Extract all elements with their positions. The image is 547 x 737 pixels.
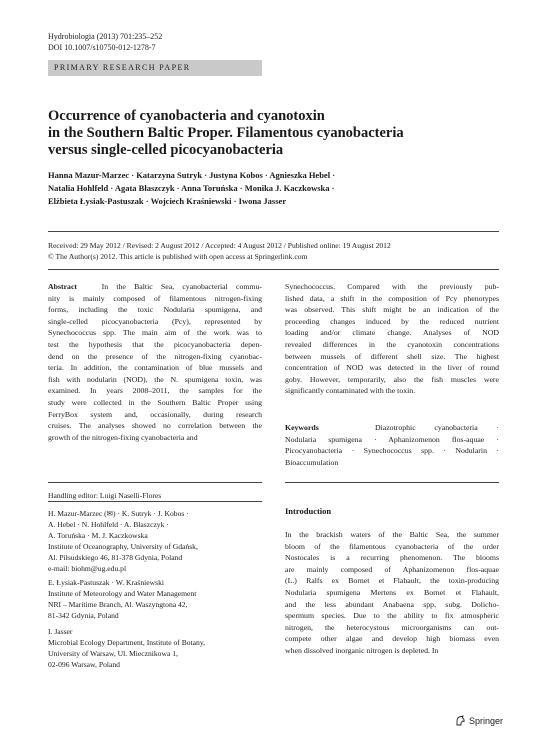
intro-line: Nostocales is a recurring phenomenon. The blooms xyxy=(285,553,499,563)
abstract-label: Abstract xyxy=(48,282,78,291)
abstract-right-column xyxy=(285,281,499,397)
abstract-line: significantly contaminated with the toxin. xyxy=(285,386,416,396)
keywords-line: Bioaccumulation xyxy=(285,457,339,467)
affiliation-line: Al. Piłsudskiego 46, 81-378 Gdynia, Poland xyxy=(48,553,183,562)
article-category-banner: PRIMARY RESEARCH PAPER xyxy=(48,60,262,76)
affiliation-line: A. Hebel · N. Hohlfeld · A. Błaszczyk · xyxy=(48,520,169,529)
author-line: Hanna Mazur-Marzec · Katarzyna Sutryk · Justyna Kobos · Agnieszka Hebel · xyxy=(48,170,336,180)
abstract-left-column xyxy=(48,281,262,443)
intro-line: compete other algae and develop high biomass even xyxy=(285,634,499,644)
title-line: versus single-celled picocyanobacteria xyxy=(48,142,284,158)
affiliation-line: University of Warsaw, Ul. Miecznikowa 1, xyxy=(48,649,178,658)
affiliation-block xyxy=(48,508,262,574)
abstract-line: between mussels of different shell size. The highest xyxy=(285,351,499,361)
keywords-block xyxy=(285,422,499,468)
title-line: Occurrence of cyanobacteria and cyanotoxin xyxy=(48,108,325,124)
affiliation-block xyxy=(48,577,262,621)
abstract-line: dend on the presence of the nitrogen-fixing cyanobac- xyxy=(48,351,262,361)
affiliation-line: H. Mazur-Marzec (✉) · K. Sutryk · J. Kobos · xyxy=(48,509,189,518)
title-line: in the Southern Baltic Proper. Filamentous cyanobacteria xyxy=(48,125,404,141)
introduction-body xyxy=(285,529,499,657)
abstract-line: loading and/or climate change. Analyses of NOD xyxy=(285,328,499,338)
intro-line: when dissolved inorganic nitrogen is depleted. In xyxy=(285,645,439,655)
keywords-line: Nodularia spumigena · Aphanizomenon flos-aquae · xyxy=(285,434,499,444)
abstract-line: Synechococcus spp. The main aim of the work was to xyxy=(48,328,262,338)
abstract-line: nity is mainly composed of filamentous nitrogen-fixing xyxy=(48,293,262,303)
abstract-line: was observed. This shift might be an indication of the xyxy=(285,305,499,315)
affiliation-line: Institute of Oceanography, University of Gdańsk, xyxy=(48,542,198,551)
doi-line: DOI 10.1007/s10750-012-1278-7 xyxy=(48,43,156,52)
abstract-line: Abstract In the Baltic Sea, cyanobacterial commu- xyxy=(48,282,262,291)
affiliation-line: Institute of Meteorology and Water Management xyxy=(48,589,197,598)
affiliation-line: E. Łysiak-Pastuszak · W. Kraśniewski xyxy=(48,578,164,587)
intro-line: are mainly composed of Aphanizomenon flos-aquae xyxy=(285,564,499,574)
handling-divider-top xyxy=(48,482,262,483)
header-divider xyxy=(48,231,499,232)
author-line: Elżbieta Łysiak-Pastuszak · Wojciech Kraśniewski · Iwona Jasser xyxy=(48,196,287,206)
abstract-line: single-celled picocyanobacteria (Pcy), represented by xyxy=(48,316,262,326)
springer-horse-icon xyxy=(455,715,466,726)
abstract-line: study were collected in the Southern Baltic Proper using xyxy=(48,397,262,407)
copyright-notice: © The Author(s) 2012. This article is published with open access at Springerlink.com xyxy=(48,252,308,261)
author-line: Natalia Hohlfeld · Agata Błaszczyk · Anna Toruńska · Monika J. Kaczkowska · xyxy=(48,183,335,193)
abstract-line: proceeding changes induced by the reduced nutrient xyxy=(285,316,499,326)
received-dates: Received: 29 May 2012 / Revised: 2 August 2012 / Accepted: 4 August 2012 / Published online: 19 August 2012 xyxy=(48,241,391,250)
article-title xyxy=(48,108,468,159)
abstract-line: forms, including the toxic Nodularia spumigena, and xyxy=(48,305,262,315)
abstract-line: FerryBox system and, occasionally, during research xyxy=(48,409,262,419)
keywords-label: Keywords xyxy=(285,423,319,432)
abstract-line: goby. However, temporarily, also the fish muscles were xyxy=(285,374,499,384)
abstract-line: Synechococcus. Compared with the previously pub- xyxy=(285,282,499,291)
intro-line: In the brackish waters of the Baltic Sea, the summer xyxy=(285,530,499,539)
publisher-logo xyxy=(455,715,503,726)
intro-line: bloom of the filamentous cyanobacteria of the order xyxy=(285,541,499,551)
abstract-line: fish with nodularin (NOD), the N. spumigena toxin, was xyxy=(48,374,262,384)
affiliation-line: NRI – Maritime Branch, Al. Waszyngtona 42, xyxy=(48,600,188,609)
abstract-line: growth of the nitrogen-fixing cyanobacteria and xyxy=(48,432,198,442)
affiliation-line: Microbial Ecology Department, Institute of Botany, xyxy=(48,638,206,647)
abstract-line: concentration of NOD was detected in the liver of round xyxy=(285,363,499,373)
abstract-line: test the hypothesis that the picocyanobacteria depen- xyxy=(48,339,262,349)
affiliation-line: 02-096 Warsaw, Poland xyxy=(48,660,120,669)
author-list xyxy=(48,169,498,208)
keywords-line: Picocyanobacteria · Synechococcus spp. · Nodularin · xyxy=(285,446,499,456)
abstract-line: cruises. The analyses showed no correlation between the xyxy=(48,421,262,431)
affiliation-line: I. Jasser xyxy=(48,627,73,636)
publication-dates xyxy=(48,240,391,262)
affiliation-line: e-mail: biohm@ug.edu.pl xyxy=(48,564,127,573)
abstract-divider xyxy=(48,269,499,270)
abstract-line: revealed differences in the cyanotoxin concentrations xyxy=(285,339,499,349)
handling-editor: Handling editor: Luigi Naselli-Flores xyxy=(48,491,162,500)
affiliation-line: 81-342 Gdynia, Poland xyxy=(48,611,119,620)
intro-line: spermum species. Due to the ability to fix atmospheric xyxy=(285,611,499,621)
affiliation-line: A. Toruńska · M. J. Kaczkowska xyxy=(48,531,148,540)
abstract-line: teria. In addition, the contamination of blue mussels and xyxy=(48,363,262,373)
intro-divider xyxy=(285,482,499,483)
abstract-line: examined. In years 2008–2011, the samples for the xyxy=(48,386,262,396)
intro-line: nitrogen, the heterocystous microorganisms can out- xyxy=(285,622,499,632)
handling-divider-bottom xyxy=(48,501,262,502)
intro-line: (L.) Ralfs ex Bornet et Flahault, the toxin-producing xyxy=(285,576,499,586)
publisher-name: Springer xyxy=(469,716,504,726)
abstract-line: lished data, a shift in the composition of Pcy phenotypes xyxy=(285,293,499,303)
journal-line: Hydrobiologia (2013) 701:235–252 xyxy=(48,32,163,41)
journal-citation xyxy=(48,31,162,53)
introduction-heading: Introduction xyxy=(285,506,332,516)
intro-line: Nodularia spumigena Mertens ex Bornet et Flahault, xyxy=(285,587,499,597)
intro-line: and the less abundant Anabaena spp, subg. Dolicho- xyxy=(285,599,499,609)
keywords-line: Keywords Diazotrophic cyanobacteria · xyxy=(285,423,499,432)
affiliation-block xyxy=(48,626,262,670)
